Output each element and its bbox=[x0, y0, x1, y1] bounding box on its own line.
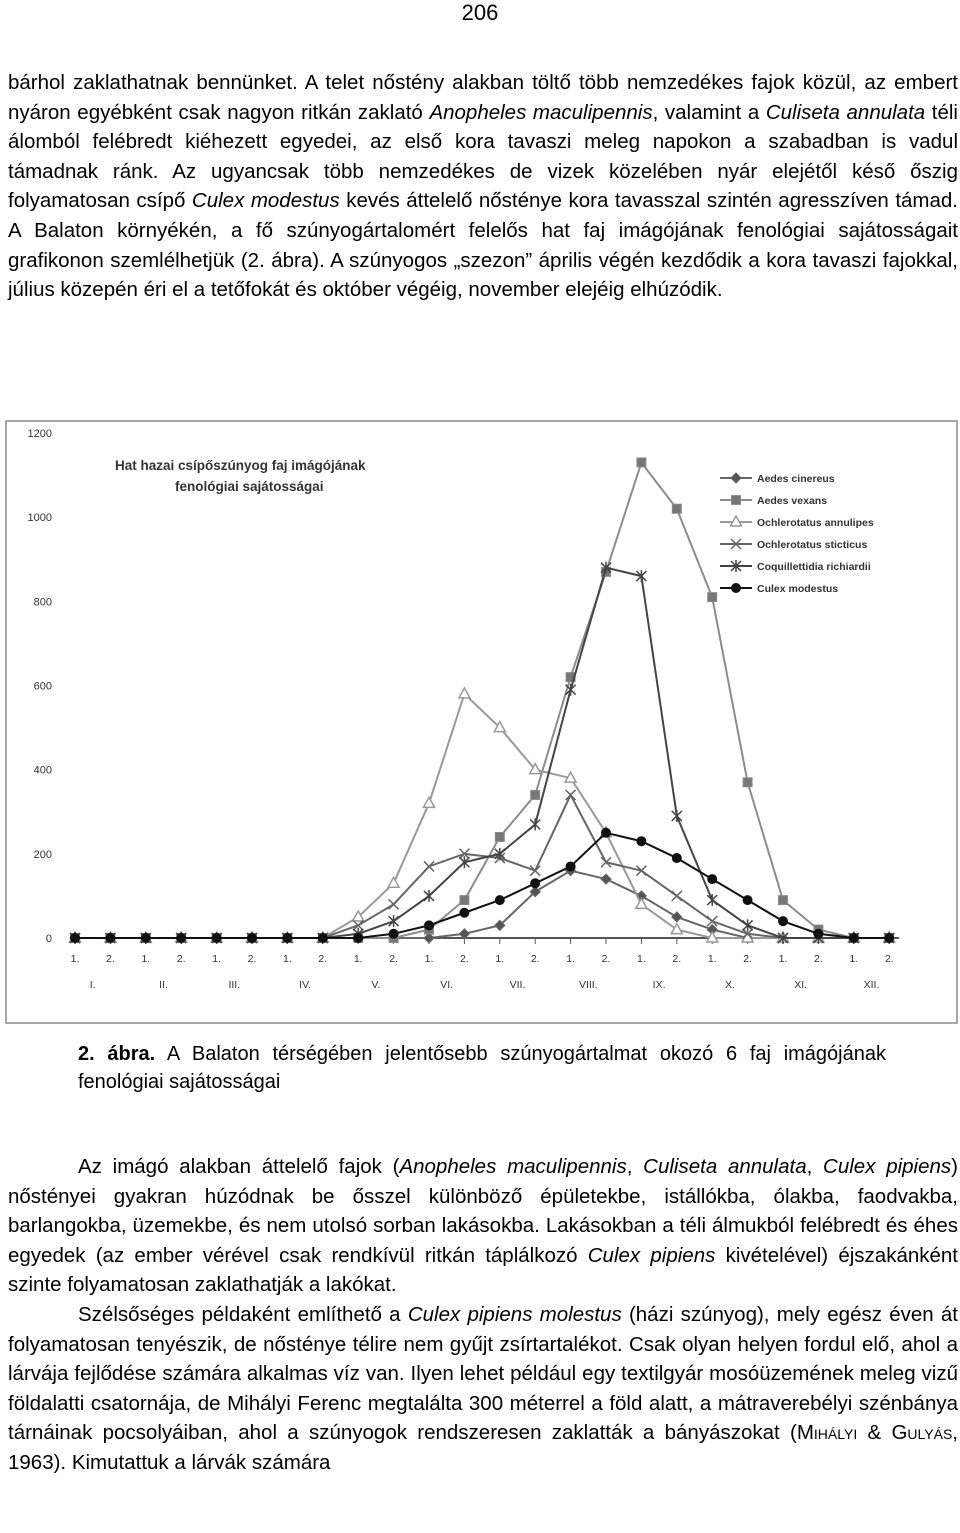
circle-marker bbox=[318, 934, 327, 943]
text-run: , bbox=[806, 1155, 824, 1178]
legend-label: Aedes vexans bbox=[757, 495, 828, 507]
italic-run: Culex pipiens molestus bbox=[407, 1302, 622, 1326]
circle-marker bbox=[354, 934, 363, 943]
italic-run: Anopheles maculipennis bbox=[399, 1155, 627, 1178]
square-marker bbox=[708, 593, 717, 602]
month-label: VIII. bbox=[578, 979, 598, 991]
legend-label: Ochlerotatus sticticus bbox=[757, 539, 868, 551]
x-tick-label: 2. bbox=[530, 953, 540, 965]
x-tick-label: 2. bbox=[884, 953, 894, 965]
circle-marker bbox=[885, 934, 894, 943]
x-tick-label: 1. bbox=[283, 953, 292, 965]
x-tick-label: 2. bbox=[460, 953, 469, 965]
text-run: (házi szúnyog), mely egész éven át folyamatosan tenyészik, de nősténye télire nem gyűjt zsírtartalékot. Csak olyan helyen fordul elő, ahol a lárvája fejlődése számára alkalmas víz van. Ilyen lehet például egy textilgyár mosóüzemének meleg vizű földalatti csatornája, de Mihályi Ferenc megtalálta 300 méterrel a föld alatt, a mátraverebélyi szénbánya tárnáinak pocsolyáiban, ahol a szúnyogok rendszeresen zaklatták a bányászokat ( bbox=[8, 1302, 958, 1445]
square-marker bbox=[779, 896, 788, 905]
text-run: bárhol zaklathatnak bennünket. A telet nőstény alakban töltő több nemzedékes fajok közül, az embert nyáron egyébként csak nagyon ritkán zaklató bbox=[8, 71, 958, 124]
y-tick-label: 600 bbox=[33, 680, 52, 693]
y-tick-label: 200 bbox=[33, 848, 52, 861]
square-marker bbox=[460, 896, 469, 905]
circle-marker bbox=[779, 917, 788, 926]
x-tick-label: 2. bbox=[176, 953, 186, 965]
text-run: kivételével) éjszakánként szinte folyamatosan zaklathatják a lakókat. bbox=[8, 1243, 959, 1297]
x-tick-label: 1. bbox=[637, 953, 646, 965]
paragraph-overwintering bbox=[8, 1152, 958, 1300]
x-tick-label: 2. bbox=[743, 953, 752, 965]
smallcaps-run: Mihályi bbox=[796, 1421, 858, 1445]
caption-label: 2. ábra. bbox=[78, 1043, 156, 1065]
y-tick-label: 1200 bbox=[27, 428, 52, 440]
text-run: , 1963). Kimutattuk a lárvák számára bbox=[8, 1421, 958, 1474]
month-label: I. bbox=[89, 979, 96, 991]
circle-marker bbox=[849, 934, 858, 943]
square-marker bbox=[672, 504, 681, 513]
x-tick-label: 1. bbox=[778, 953, 788, 965]
circle-marker bbox=[732, 584, 741, 593]
legend-label: Culex modestus bbox=[757, 583, 839, 595]
paragraph-molestus bbox=[8, 1300, 958, 1478]
square-marker bbox=[732, 496, 741, 505]
x-tick-label: 1. bbox=[707, 953, 717, 965]
month-label: V. bbox=[371, 979, 381, 991]
x-tick-label: 2. bbox=[814, 953, 823, 965]
italic-run: Culiseta annulata bbox=[765, 100, 926, 124]
square-marker bbox=[637, 458, 646, 467]
italic-run: Culex modestus bbox=[191, 189, 340, 213]
y-tick-label: 1000 bbox=[27, 512, 52, 525]
legend-label: Aedes cinereus bbox=[757, 473, 835, 485]
x-tick-label: 2. bbox=[318, 953, 328, 965]
text-run: Az imágó alakban áttelelő fajok ( bbox=[78, 1155, 400, 1178]
chart-title-line2: fenológiai sajátosságai bbox=[175, 479, 324, 494]
text-run: ) nőstényei gyakran húzódnak be ősszel különböző épületekbe, istállókba, ólakba, faodvakba, barlangokba, üzemekbe, és nem utolsó sorban lakásokba. Lakásokban a téli álmukból felébredt és éhes egyedek (az ember vérével csak rendkívül ritkán táplálkozó bbox=[8, 1155, 958, 1267]
y-tick-label: 800 bbox=[33, 596, 52, 609]
circle-marker bbox=[637, 837, 646, 846]
square-marker bbox=[495, 833, 504, 842]
page-number: 206 bbox=[461, 0, 499, 25]
month-label: IV. bbox=[299, 979, 312, 991]
text-run: , bbox=[626, 1155, 644, 1178]
text-run: téli álomból felébredt kiéhezett egyedei, az első kora tavaszi meleg napokon a szabadban is vadul támadnak ránk. Az ugyancsak több nemzedékes de vizek közelében nyár elejétől késő őszig folyamatosan csípő bbox=[8, 100, 958, 213]
month-label: IX. bbox=[652, 979, 666, 991]
x-tick-label: 1. bbox=[212, 953, 221, 965]
circle-marker bbox=[602, 828, 611, 837]
circle-marker bbox=[389, 929, 398, 938]
circle-marker bbox=[212, 934, 221, 943]
x-tick-label: 2. bbox=[106, 953, 115, 965]
y-tick-label: 400 bbox=[33, 764, 52, 777]
italic-run: Anopheles maculipennis bbox=[429, 100, 653, 124]
chart-title-line1: Hat hazai csípőszúnyog faj imágójának bbox=[115, 458, 366, 473]
paragraph-body bbox=[8, 1152, 958, 1478]
circle-marker bbox=[177, 934, 186, 943]
x-tick-label: 2. bbox=[389, 953, 398, 965]
italic-run: Culex pipiens bbox=[587, 1243, 716, 1267]
phenology-chart bbox=[0, 415, 960, 1035]
circle-marker bbox=[708, 875, 717, 884]
circle-marker bbox=[531, 879, 540, 888]
figure-caption bbox=[78, 1040, 886, 1096]
circle-marker bbox=[566, 862, 575, 871]
x-tick-label: 2. bbox=[601, 953, 611, 965]
month-label: II. bbox=[159, 979, 168, 991]
x-tick-label: 1. bbox=[849, 953, 859, 965]
smallcaps-run: Gulyás bbox=[891, 1421, 953, 1445]
caption-text: A Balaton térségében jelentősebb szúnyogártalmat okozó 6 faj imágójának fenológiai sajátosságai bbox=[78, 1043, 886, 1093]
x-tick-label: 2. bbox=[672, 953, 682, 965]
text-run: kevés áttelelő nősténye kora tavasszal szintén agresszíven támad. A Balaton környékén, a fő szúnyogártalomért felelős hat faj imágójának fenológiai sajátosságait grafikonon szemlélhetjük (2. ábra). A szúnyogos „szezon” április végén kezdődik a kora tavaszi fajokkal, július közepén éri el a tetőfokát és október végéig, november elejéig elhúzódik. bbox=[8, 189, 958, 302]
text-run: Szélsőséges példaként említhető a bbox=[78, 1302, 408, 1326]
x-tick-label: 1. bbox=[353, 953, 363, 965]
circle-marker bbox=[743, 896, 752, 905]
month-label: VI. bbox=[440, 979, 454, 991]
square-marker bbox=[531, 790, 540, 799]
italic-run: Culex pipiens bbox=[823, 1155, 952, 1178]
x-tick-label: 1. bbox=[566, 953, 575, 965]
y-tick-label: 0 bbox=[45, 933, 52, 945]
legend-label: Ochlerotatus annulipes bbox=[757, 517, 874, 529]
month-label: XI. bbox=[794, 979, 808, 991]
circle-marker bbox=[248, 934, 257, 943]
x-tick-label: 1. bbox=[141, 953, 151, 965]
legend-label: Coquillettidia richiardii bbox=[757, 561, 871, 573]
x-tick-label: 1. bbox=[495, 953, 505, 965]
month-label: III. bbox=[228, 979, 241, 991]
square-marker bbox=[743, 778, 752, 787]
circle-marker bbox=[495, 896, 504, 905]
month-label: X. bbox=[724, 979, 735, 991]
month-label: XII. bbox=[863, 979, 880, 991]
circle-marker bbox=[141, 934, 150, 943]
circle-marker bbox=[283, 934, 292, 943]
circle-marker bbox=[814, 929, 823, 938]
circle-marker bbox=[672, 854, 681, 863]
italic-run: Culiseta annulata bbox=[643, 1155, 807, 1178]
circle-marker bbox=[71, 934, 80, 943]
x-tick-label: 1. bbox=[424, 953, 434, 965]
text-run: & bbox=[857, 1421, 892, 1445]
month-label: VII. bbox=[509, 979, 526, 991]
paragraph-intro bbox=[8, 68, 958, 305]
x-tick-label: 2. bbox=[247, 953, 257, 965]
circle-marker bbox=[460, 908, 469, 917]
text-run: , valamint a bbox=[652, 100, 766, 124]
x-tick-label: 1. bbox=[70, 953, 80, 965]
circle-marker bbox=[106, 934, 115, 943]
circle-marker bbox=[425, 921, 434, 930]
